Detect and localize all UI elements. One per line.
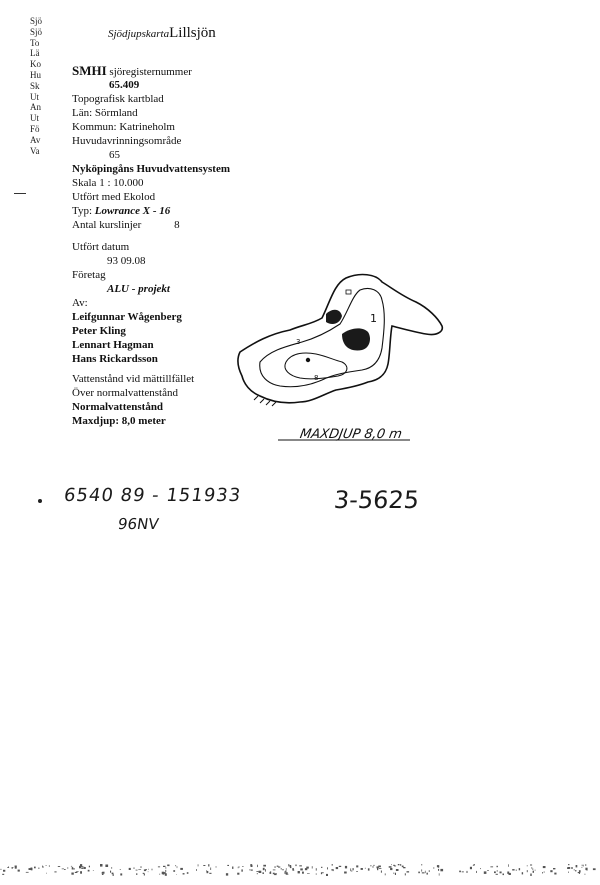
- noise-speck: [2, 874, 4, 875]
- noise-speck: [440, 869, 443, 871]
- margin-fragment: Av: [30, 134, 41, 145]
- noise-speck: [425, 871, 426, 873]
- margin-dash: [14, 193, 26, 194]
- noise-speck: [129, 868, 131, 870]
- municipality: Kommun: Katrineholm: [72, 121, 175, 133]
- lake-name: Lillsjön: [169, 25, 216, 41]
- noise-speck: [120, 873, 122, 875]
- noise-speck: [138, 869, 141, 870]
- noise-speck: [405, 873, 406, 875]
- noise-speck: [438, 869, 439, 871]
- noise-speck: [281, 868, 282, 869]
- noise-speck: [316, 873, 317, 874]
- noise-speck: [58, 866, 60, 867]
- noise-speck: [302, 872, 304, 874]
- margin-fragment: Fö: [30, 123, 40, 134]
- lines-label: Antal kurslinjer: [72, 219, 142, 231]
- noise-speck: [422, 872, 425, 873]
- noise-speck: [427, 873, 428, 875]
- noise-speck: [290, 865, 292, 867]
- noise-speck: [553, 868, 555, 869]
- noise-speck: [295, 865, 296, 867]
- noise-speck: [351, 871, 353, 872]
- register-row: [72, 64, 230, 78]
- noise-speck: [71, 866, 72, 867]
- margin-fragment: Va: [30, 145, 40, 156]
- noise-speck: [345, 866, 347, 869]
- noise-speck: [377, 866, 379, 868]
- noise-speck: [476, 871, 477, 873]
- noise-speck: [282, 869, 284, 870]
- noise-speck: [336, 867, 338, 869]
- noise-speck: [544, 872, 545, 873]
- margin-fragment: Ut: [30, 113, 39, 124]
- noise-speck: [148, 869, 149, 870]
- people-list: [72, 310, 230, 366]
- noise-speck: [256, 871, 258, 872]
- noise-speck: [373, 865, 375, 866]
- date-label: Utfört datum: [72, 241, 130, 253]
- noise-speck: [385, 873, 386, 875]
- noise-speck: [152, 869, 153, 871]
- drainage-label: Huvudavrinningsområde: [72, 135, 182, 147]
- scale: Skala 1 : 10.000: [72, 177, 144, 189]
- noise-speck: [356, 871, 358, 872]
- max-depth: Maxdjup: 8,0 meter: [72, 415, 166, 427]
- date-value: 93 09.08: [107, 255, 146, 267]
- noise-speck: [516, 870, 517, 871]
- noise-speck: [76, 871, 79, 872]
- noise-speck: [251, 870, 253, 871]
- noise-speck: [522, 872, 523, 874]
- noise-speck: [568, 872, 569, 873]
- margin-fragment: An: [30, 102, 41, 113]
- noise-speck: [140, 867, 141, 868]
- noise-speck: [584, 874, 585, 875]
- noise-speck: [372, 867, 374, 868]
- noise-speck: [262, 872, 264, 874]
- lines-value: 8: [174, 219, 180, 231]
- noise-speck: [402, 866, 404, 868]
- by-label: Av:: [72, 297, 88, 309]
- noise-speck: [183, 873, 185, 874]
- noise-speck: [249, 869, 250, 870]
- noise-speck: [331, 869, 333, 870]
- type-value: Lowrance X - 16: [94, 205, 171, 217]
- page-title: [108, 24, 216, 42]
- noise-speck: [237, 873, 239, 875]
- noise-speck: [31, 868, 32, 871]
- noise-speck: [203, 865, 205, 866]
- noise-speck: [403, 867, 405, 868]
- bullet-dot: [38, 499, 42, 503]
- type-row: [72, 204, 230, 218]
- noise-speck: [576, 865, 578, 867]
- noise-speck: [381, 871, 382, 873]
- noise-speck: [15, 867, 17, 868]
- method-label: Utfört med Ekolod: [72, 191, 156, 203]
- depth-label-1: 1: [370, 312, 377, 325]
- noise-speck: [144, 869, 146, 871]
- noise-speck: [327, 867, 328, 869]
- noise-speck: [285, 871, 286, 874]
- noise-speck: [46, 865, 47, 866]
- noise-speck: [257, 873, 258, 874]
- noise-speck: [81, 868, 83, 869]
- noise-speck: [400, 864, 401, 866]
- noise-speck: [593, 868, 596, 870]
- noise-speck: [527, 865, 528, 866]
- noise-speck: [18, 870, 20, 872]
- noise-speck: [391, 864, 392, 865]
- form-block: [72, 64, 230, 428]
- noise-speck: [158, 866, 160, 867]
- noise-speck: [64, 869, 66, 870]
- noise-speck: [490, 866, 493, 867]
- margin-fragment: Hu: [30, 69, 41, 80]
- noise-speck: [394, 866, 396, 867]
- water-level-label: Vattenstånd vid mättillfället: [72, 373, 195, 385]
- noise-speck: [54, 871, 56, 872]
- noise-speck: [530, 874, 531, 877]
- noise-speck: [163, 866, 166, 867]
- noise-speck: [579, 873, 580, 874]
- handwritten-note: 96NV: [116, 515, 160, 533]
- noise-speck: [177, 866, 178, 868]
- noise-speck: [196, 869, 197, 871]
- noise-speck: [587, 869, 588, 871]
- noise-speck: [512, 869, 514, 870]
- person-name: Leifgunnar Wågenberg: [72, 311, 182, 323]
- noise-speck: [275, 866, 276, 868]
- noise-speck: [210, 868, 211, 871]
- noise-speck: [390, 868, 392, 870]
- noise-speck: [575, 870, 576, 871]
- noise-speck: [496, 874, 498, 875]
- noise-speck: [263, 868, 265, 870]
- noise-speck: [82, 867, 84, 868]
- noise-speck: [503, 874, 505, 876]
- noise-speck: [437, 865, 439, 867]
- noise-speck: [568, 864, 569, 865]
- noise-speck: [0, 869, 2, 870]
- shoreline: [238, 275, 442, 403]
- noise-speck: [543, 866, 546, 868]
- noise-speck: [72, 867, 74, 869]
- company-label: Företag: [72, 269, 106, 281]
- register-label: sjöregisternummer: [109, 66, 192, 78]
- noise-speck: [12, 867, 13, 869]
- noise-speck: [144, 874, 145, 876]
- scan-noise: [0, 864, 600, 876]
- margin-fragment: Sjö: [30, 16, 43, 26]
- noise-speck: [88, 870, 90, 872]
- noise-speck: [306, 867, 309, 869]
- marker-square: [346, 290, 351, 294]
- noise-speck: [332, 864, 333, 865]
- noise-speck: [582, 867, 583, 868]
- noise-speck: [497, 866, 498, 867]
- noise-speck: [198, 864, 199, 866]
- noise-speck: [136, 870, 138, 871]
- noise-speck: [353, 868, 354, 870]
- noise-speck: [527, 870, 528, 872]
- noise-speck: [75, 872, 78, 873]
- noise-speck: [148, 872, 149, 873]
- noise-speck: [509, 873, 511, 875]
- margin-fragments: [30, 16, 52, 156]
- noise-speck: [100, 864, 103, 867]
- noise-speck: [273, 870, 276, 871]
- noise-speck: [105, 865, 108, 868]
- noise-speck: [393, 873, 394, 874]
- noise-speck: [38, 868, 39, 869]
- noise-speck: [175, 865, 176, 866]
- noise-speck: [102, 874, 104, 875]
- person-name: Lennart Hagman: [72, 339, 154, 351]
- noise-speck: [89, 866, 90, 868]
- noise-speck: [29, 868, 31, 870]
- noise-speck: [299, 865, 302, 866]
- noise-speck: [3, 870, 5, 872]
- noise-speck: [238, 867, 240, 868]
- noise-speck: [227, 865, 229, 866]
- noise-speck: [269, 873, 271, 874]
- noise-speck: [257, 865, 258, 867]
- noise-speck: [286, 872, 288, 875]
- margin-fragment: Ko: [30, 59, 41, 70]
- noise-speck: [173, 870, 175, 872]
- noise-speck: [232, 867, 233, 869]
- type-label: Typ:: [72, 205, 93, 217]
- noise-speck: [26, 872, 29, 873]
- noise-speck: [429, 870, 430, 871]
- noise-speck: [434, 867, 435, 869]
- noise-speck: [467, 871, 468, 873]
- noise-speck: [120, 869, 121, 870]
- noise-speck: [110, 871, 111, 873]
- noise-speck: [484, 871, 487, 874]
- above-normal-label: Över normalvattenstånd: [72, 387, 178, 399]
- noise-speck: [312, 866, 313, 868]
- noise-speck: [71, 873, 73, 875]
- person-name: Peter Kling: [72, 325, 126, 337]
- noise-speck: [494, 871, 496, 873]
- noise-speck: [321, 867, 322, 868]
- water-system: Nyköpingåns Huvudvattensystem: [72, 163, 231, 175]
- noise-speck: [226, 873, 228, 875]
- noise-speck: [250, 864, 252, 866]
- noise-speck: [531, 867, 532, 868]
- noise-speck: [165, 868, 166, 869]
- noise-speck: [459, 871, 461, 873]
- noise-speck: [209, 873, 211, 874]
- noise-speck: [208, 864, 209, 866]
- depth-label-3: 3: [296, 338, 301, 346]
- noise-speck: [167, 865, 169, 867]
- noise-speck: [398, 864, 400, 865]
- noise-speck: [473, 865, 474, 866]
- map-caption: MAXDJUP 8,0 m: [298, 427, 404, 442]
- noise-speck: [339, 866, 341, 867]
- noise-speck: [344, 872, 347, 874]
- noise-speck: [582, 865, 584, 866]
- noise-speck: [242, 866, 244, 867]
- margin-fragment: To: [30, 37, 40, 48]
- noise-speck: [356, 865, 358, 867]
- noise-speck: [160, 874, 161, 875]
- noise-speck: [321, 872, 322, 874]
- lines-row: [72, 218, 230, 232]
- handwritten-coordinates: 6540 89 - 151933: [62, 485, 243, 506]
- noise-speck: [300, 868, 303, 870]
- noise-speck: [43, 866, 44, 868]
- noise-speck: [263, 865, 266, 867]
- noise-speck: [500, 872, 502, 874]
- noise-speck: [574, 869, 575, 870]
- noise-speck: [361, 868, 363, 870]
- noise-speck: [532, 869, 533, 870]
- noise-speck: [542, 872, 543, 874]
- noise-speck: [530, 865, 532, 866]
- margin-fragment: Ut: [30, 91, 39, 102]
- handwritten-document-number: 3-5625: [332, 486, 421, 514]
- noise-speck: [395, 873, 396, 875]
- noise-speck: [288, 864, 289, 866]
- smhi-label: SMHI: [72, 63, 107, 78]
- person-name: Hans Rickardsson: [72, 353, 158, 365]
- deep-area-2: [326, 310, 342, 324]
- noise-speck: [265, 870, 266, 872]
- noise-speck: [579, 870, 581, 872]
- deep-area: [342, 328, 370, 350]
- noise-speck: [298, 871, 300, 873]
- noise-speck: [487, 870, 489, 871]
- noise-speck: [508, 864, 509, 867]
- noise-speck: [497, 870, 498, 872]
- noise-speck: [136, 873, 137, 874]
- noise-speck: [34, 867, 36, 869]
- noise-speck: [389, 866, 392, 868]
- noise-speck: [316, 868, 317, 870]
- noise-speck: [418, 872, 420, 874]
- noise-speck: [462, 871, 464, 872]
- noise-speck: [285, 871, 287, 872]
- noise-speck: [259, 871, 262, 873]
- noise-speck: [307, 873, 310, 874]
- noise-speck: [241, 869, 242, 871]
- noise-speck: [207, 871, 209, 873]
- noise-speck: [180, 868, 183, 870]
- noise-speck: [550, 870, 552, 872]
- noise-speck: [62, 869, 64, 870]
- noise-speck: [46, 873, 47, 874]
- noise-speck: [473, 864, 475, 865]
- noise-speck: [571, 867, 573, 869]
- margin-fragment: Lä: [30, 48, 40, 59]
- noise-speck: [519, 868, 520, 870]
- noise-speck: [163, 872, 165, 874]
- noise-speck: [275, 873, 277, 874]
- noise-speck: [535, 870, 536, 871]
- noise-speck: [567, 867, 569, 869]
- noise-speck: [111, 867, 112, 869]
- noise-speck: [176, 874, 177, 875]
- noise-speck: [326, 874, 328, 876]
- noise-speck: [286, 868, 287, 870]
- noise-speck: [165, 870, 166, 872]
- noise-speck: [407, 871, 410, 872]
- noise-speck: [292, 868, 294, 871]
- county: Län: Sörmland: [72, 107, 138, 119]
- noise-speck: [480, 868, 481, 869]
- noise-speck: [470, 867, 472, 869]
- noise-speck: [533, 871, 534, 873]
- noise-speck: [112, 873, 114, 875]
- depth-label-8: 8: [314, 374, 319, 382]
- noise-speck: [365, 868, 366, 869]
- noise-speck: [93, 870, 94, 871]
- map-sheet-label: Topografisk kartblad: [72, 93, 164, 105]
- company-value: ALU - projekt: [107, 283, 170, 295]
- register-value: 65.409: [109, 79, 140, 91]
- noise-speck: [49, 865, 50, 866]
- depth-point: [306, 358, 310, 362]
- drainage-value: 65: [109, 149, 120, 161]
- margin-fragment: Sjö: [30, 26, 43, 37]
- margin-fragment: Sk: [30, 80, 40, 91]
- noise-speck: [134, 868, 135, 869]
- noise-speck: [554, 873, 556, 875]
- noise-speck: [7, 867, 9, 868]
- noise-speck: [79, 866, 81, 869]
- normal-level-label: Normalvattenstånd: [72, 401, 164, 413]
- noise-speck: [67, 867, 68, 868]
- noise-speck: [187, 872, 189, 874]
- noise-speck: [102, 872, 104, 874]
- noise-speck: [439, 873, 440, 875]
- noise-speck: [15, 866, 17, 868]
- noise-speck: [396, 869, 399, 871]
- noise-speck: [216, 867, 217, 868]
- noise-speck: [80, 871, 82, 874]
- noise-speck: [421, 864, 422, 865]
- noise-speck: [379, 868, 382, 869]
- noise-speck: [583, 866, 584, 867]
- noise-speck: [368, 868, 370, 870]
- noise-speck: [421, 869, 422, 871]
- noise-speck: [278, 867, 280, 868]
- noise-speck: [585, 864, 586, 866]
- noise-speck: [371, 865, 372, 866]
- title-subtitle: Sjödjupskarta: [108, 28, 170, 40]
